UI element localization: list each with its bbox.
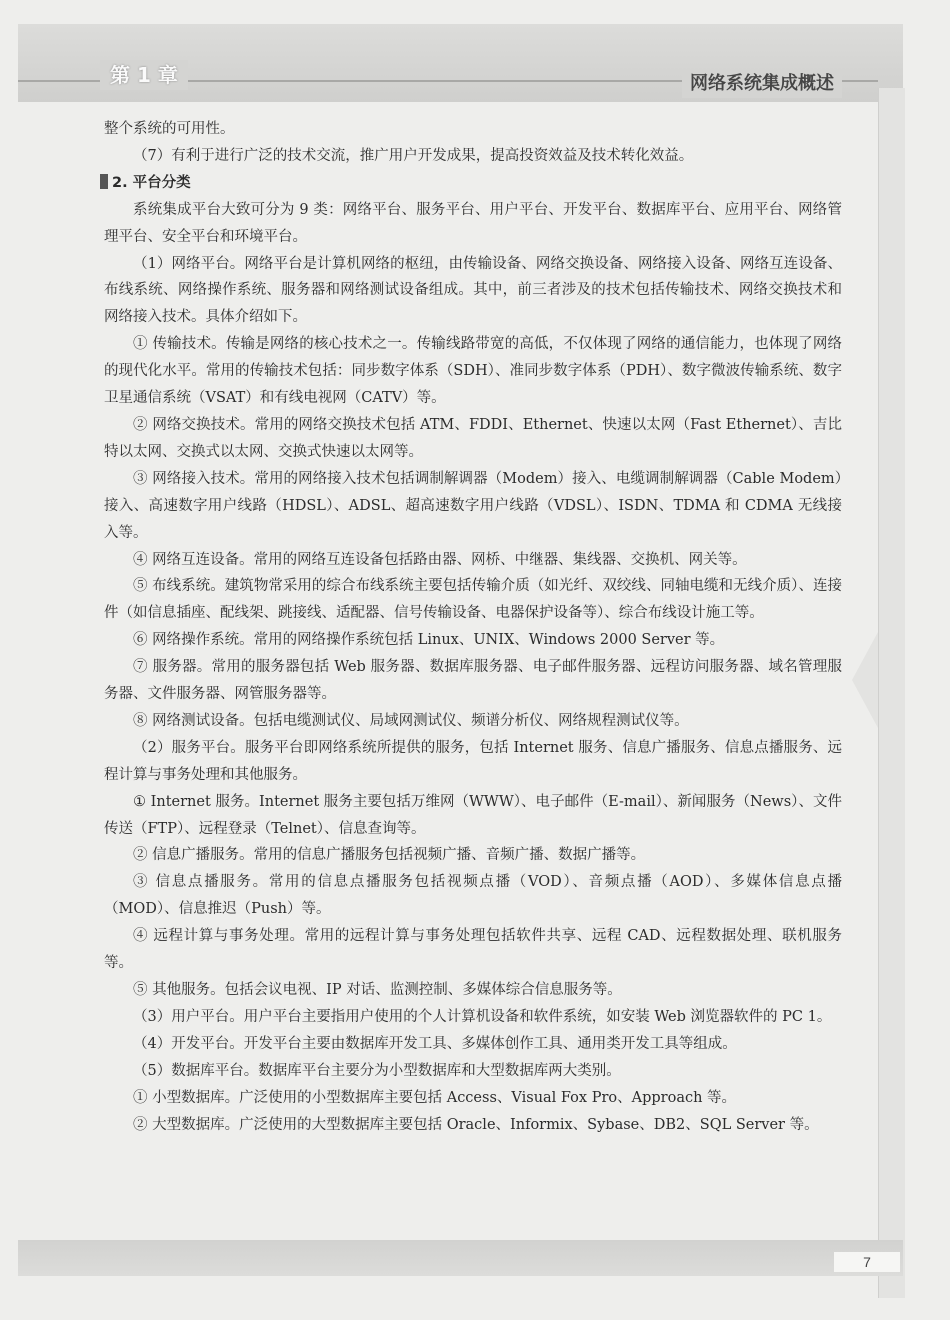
paragraph: ③ 信息点播服务。常用的信息点播服务包括视频点播（VOD）、音频点播（AOD）、多媒体信息点播（MOD）、信息推迟（Push）等。	[104, 874, 842, 918]
paragraph: ② 网络交换技术。常用的网络交换技术包括 ATM、FDDI、Ethernet、快速以太网（Fast Ethernet）、吉比特以太网、交换式以太网、交换式快速以太网等。	[104, 416, 842, 460]
paragraph: ⑤ 布线系统。建筑物常采用的综合布线系统主要包括传输介质（如光纤、双绞线、同轴电缆和无线介质）、连接件（如信息插座、配线架、跳接线、适配器、信号传输设备、电器保护设备等）、综合布线设计施工等。	[104, 578, 842, 622]
footer-band	[18, 1240, 903, 1276]
page-edge-tab	[878, 88, 905, 1298]
paragraph: 系统集成平台大致可分为 9 类：网络平台、服务平台、用户平台、开发平台、数据库平台、应用平台、网络管理平台、安全平台和环境平台。	[104, 201, 842, 245]
paragraph: ⑥ 网络操作系统。常用的网络操作系统包括 Linux、UNIX、Windows 2000 Server 等。	[133, 632, 725, 649]
section-heading-text: 2. 平台分类	[112, 174, 191, 191]
paragraph: ① Internet 服务。Internet 服务主要包括万维网（WWW）、电子邮件（E-mail）、新闻服务（News）、文件传送（FTP）、远程登录（Telnet）、信息查询等。	[104, 793, 842, 837]
paragraph: ⑤ 其他服务。包括会议电视、IP 对话、监测控制、多媒体综合信息服务等。	[133, 982, 622, 998]
chapter-label: 第 1 章	[100, 60, 188, 90]
page-number: 7	[834, 1252, 900, 1272]
paragraph: （7）有利于进行广泛的技术交流，推广用户开发成果，提高投资效益及技术转化效益。	[133, 147, 694, 164]
paragraph: ⑦ 服务器。常用的服务器包括 Web 服务器、数据库服务器、电子邮件服务器、远程访问服务器、域名管理服务器、文件服务器、网管服务器等。	[104, 659, 842, 703]
chapter-title: 网络系统集成概述	[682, 70, 842, 98]
paragraph: ② 大型数据库。广泛使用的大型数据库主要包括 Oracle、Informix、Sybase、DB2、SQL Server 等。	[133, 1116, 819, 1133]
paragraph: （3）用户平台。用户平台主要指用户使用的个人计算机设备和软件系统，如安装 Web 浏览器软件的 PC 1。	[133, 1008, 832, 1025]
paragraph: （4）开发平台。开发平台主要由数据库开发工具、多媒体创作工具、通用类开发工具等组成。	[133, 1035, 737, 1052]
paragraph: （2）服务平台。服务平台即网络系统所提供的服务，包括 Internet 服务、信息广播服务、信息点播服务、远程计算与事务处理和其他服务。	[104, 739, 842, 783]
paragraph: ④ 网络互连设备。常用的网络互连设备包括路由器、网桥、中继器、集线器、交换机、网关等。	[133, 551, 747, 568]
paragraph: （1）网络平台。网络平台是计算机网络的枢纽，由传输设备、网络交换设备、网络接入设备、网络互连设备、布线系统、网络操作系统、服务器和网络测试设备组成。其中，前三者涉及的技术包括传输技术、网络交换技术和网络接入技术。具体介绍如下。	[104, 255, 842, 326]
paragraph: ④ 远程计算与事务处理。常用的远程计算与事务处理包括软件共享、远程 CAD、远程数据处理、联机服务等。	[104, 928, 842, 972]
paragraph: （5）数据库平台。数据库平台主要分为小型数据库和大型数据库两大类别。	[133, 1062, 621, 1079]
section-heading	[104, 170, 842, 197]
paragraph: 整个系统的可用性。	[104, 121, 235, 137]
paragraph: ① 传输技术。传输是网络的核心技术之一。传输线路带宽的高低，不仅体现了网络的通信能力，也体现了网络的现代化水平。常用的传输技术包括：同步数字体系（SDH）、准同步数字体系（PDH）、数字微波传输系统、数字卫星通信系统（VSAT）和有线电视网（CATV）等。	[104, 336, 842, 407]
section-marker-icon	[100, 174, 108, 189]
paragraph: ① 小型数据库。广泛使用的小型数据库主要包括 Access、Visual Fox Pro、Approach 等。	[133, 1089, 737, 1106]
paragraph: ⑧ 网络测试设备。包括电缆测试仪、局域网测试仪、频谱分析仪、网络规程测试仪等。	[133, 712, 689, 729]
paragraph: ② 信息广播服务。常用的信息广播服务包括视频广播、音频广播、数据广播等。	[133, 847, 646, 864]
paragraph: ③ 网络接入技术。常用的网络接入技术包括调制解调器（Modem）接入、电缆调制解调器（Cable Modem）接入、高速数字用户线路（HDSL）、ADSL、超高速数字用户线路（VDSL）、ISDN、TDMA 和 CDMA 无线接入等。	[104, 470, 842, 541]
body-text	[104, 116, 842, 1138]
page-edge-notch	[852, 632, 878, 728]
